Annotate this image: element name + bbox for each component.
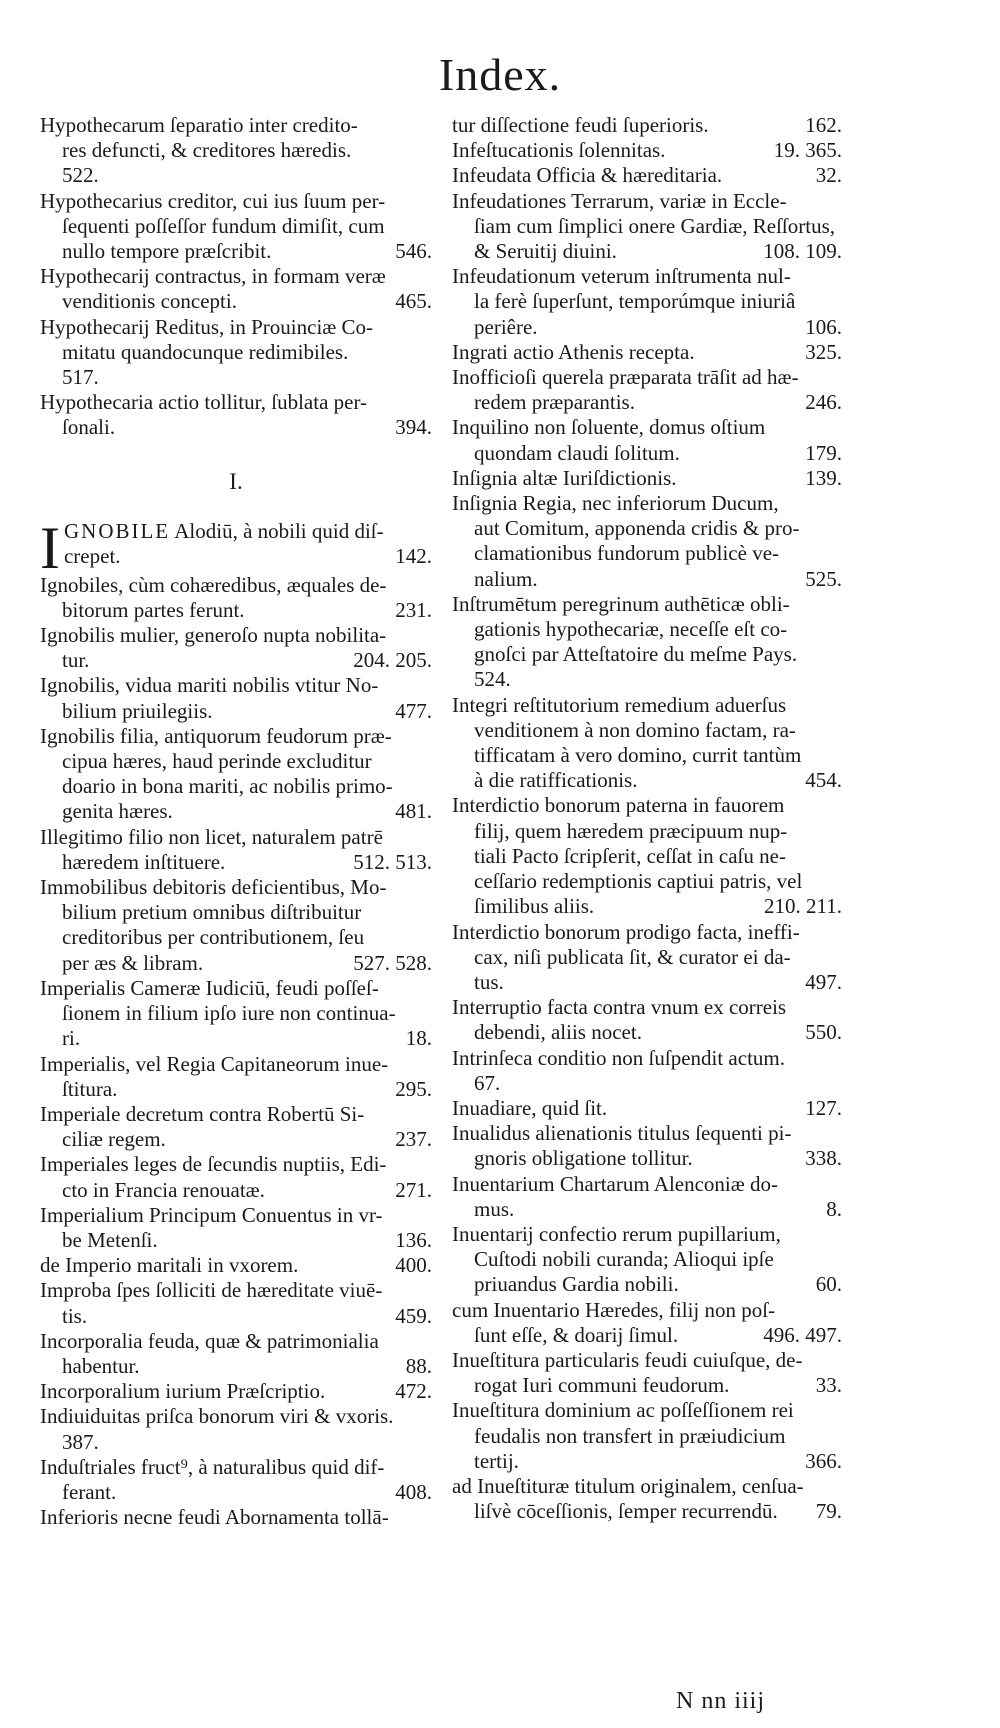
entry-line: ad Inueſtituræ titulum originalem, cenſua- [452, 1473, 804, 1498]
entry-line: Incorporalium iurium Præſcriptio. [40, 1379, 326, 1404]
entry-line: aut Comitum, apponenda cridis & pro- [474, 516, 800, 541]
entry-line: Hypothecarij contractus, in formam veræ [40, 264, 386, 289]
entry-line: habentur. [62, 1353, 140, 1378]
entry-line: cipua hæres, haud perinde excluditur [62, 749, 372, 774]
first-entry-with-dropcap [40, 514, 432, 581]
page-header-title: Index. [438, 49, 562, 100]
entry-line: per æs & libram. [62, 950, 204, 975]
index-entry [40, 875, 432, 976]
entry-line: ferant. [62, 1479, 117, 1504]
index-entry [40, 1102, 432, 1152]
entry-line: ri. [62, 1026, 81, 1051]
index-entry [452, 466, 842, 491]
entry-line: nullo tempore præſcribit. [62, 239, 272, 264]
index-entry [40, 976, 432, 1052]
entry-line: feudalis non transfert in præiudicium [474, 1423, 786, 1448]
entry-line: Hypothecarius creditor, cui ius ſuum per- [40, 188, 386, 213]
index-entry [452, 264, 842, 340]
entry-line: ſimilibus aliis. [474, 894, 595, 919]
entry-line: ſequenti poſſeſſor fundum dimiſit, cum [62, 213, 385, 238]
entry-page-ref: 246. [805, 390, 842, 415]
entry-line: tus. [474, 969, 504, 994]
entry-line: res defuncti, & creditores hæredis. [62, 138, 352, 163]
entry-line: hæredem inſtituere. [62, 849, 226, 874]
entry-page-ref: 210. 211. [764, 894, 842, 919]
entry-line: gationis hypothecariæ, neceſſe eſt co- [474, 617, 788, 642]
entry-line: Infeſtucationis ſolennitas. [452, 138, 666, 163]
entry-page-ref: 271. [395, 1177, 432, 1202]
entry-page-ref: 8. [826, 1196, 842, 1221]
entry-line: priuandus Gardia nobili. [474, 1272, 679, 1297]
entry-line: Inſignia Regia, nec inferiorum Ducum, [452, 491, 779, 516]
entry-line: la ferè ſuperſunt, temporúmque iniuriâ [474, 289, 796, 314]
index-entry [40, 1253, 432, 1278]
index-entry [40, 1329, 432, 1379]
index-entry [40, 724, 432, 825]
index-entry [40, 1505, 432, 1530]
entry-line: ſionem in filium ipſo iure non continua- [62, 1001, 396, 1026]
entry-line: 67. [474, 1070, 501, 1095]
entry-line: venditionem à non domino factam, ra- [474, 717, 796, 742]
entry-page-ref: 459. [395, 1303, 432, 1328]
entry-page-ref: 512. 513. [353, 849, 432, 874]
entry-line: Alodiū, à nobili quid diſ- [174, 518, 384, 543]
entry-line: Inofficioſi querela præparata trāſit ad hæ- [452, 365, 799, 390]
entry-line: creditoribus per contributionem, ſeu [62, 925, 365, 950]
index-entry [452, 415, 842, 465]
index-entry [452, 365, 842, 415]
index-entry [40, 1152, 432, 1202]
entry-page-ref: 481. [395, 799, 432, 824]
entry-line: genita hæres. [62, 799, 173, 824]
entry-line: debendi, aliis nocet. [474, 1020, 642, 1045]
entry-line: Ignobilis, vidua mariti nobilis vtitur No- [40, 673, 379, 698]
entry-line: Inuentarij confectio rerum pupillarium, [452, 1221, 781, 1246]
index-entry [40, 315, 432, 391]
entry-page-ref: 454. [805, 768, 842, 793]
entry-line: Illegitimo filio non licet, naturalem patrē [40, 824, 383, 849]
entry-page-ref: 108. 109. [763, 239, 842, 264]
index-entry [452, 491, 842, 592]
entry-page-ref: 338. [805, 1146, 842, 1171]
index-entry [452, 995, 842, 1045]
entry-line: be Metenſi. [62, 1227, 158, 1252]
index-entry [452, 1298, 842, 1348]
entry-line: redem præparantis. [474, 390, 635, 415]
entry-line: gnoris obligatione tollitur. [474, 1146, 693, 1171]
entry-page-ref: 60. [815, 1272, 842, 1297]
entry-line: Interruptio facta contra vnum ex correis [452, 995, 787, 1020]
entry-line: 522. [62, 163, 99, 188]
index-entry [452, 138, 842, 163]
index-column-left [40, 113, 432, 1530]
entry-line: crepet. [63, 543, 121, 568]
index-entry [40, 573, 432, 623]
entry-line: Inueſtitura particularis feudi cuiuſque, de- [452, 1347, 803, 1372]
entry-page-ref: 408. [395, 1479, 432, 1504]
entry-line: tis. [62, 1303, 88, 1328]
entry-line: ſunt eſſe, & doarij ſimul. [474, 1322, 679, 1347]
index-entry [452, 1474, 842, 1524]
entry-line: clamationibus fundorum publicè ve- [474, 541, 780, 566]
entry-line: doario in bona mariti, ac nobilis primo- [62, 774, 393, 799]
entry-line: Infeudationum veterum inſtrumenta nul- [452, 264, 791, 289]
entry-line: Infeudata Officia & hæreditaria. [452, 163, 723, 188]
entry-line: Inueſtitura dominium ac poſſeſſionem rei [452, 1398, 794, 1423]
entry-line: ciliæ regem. [62, 1127, 166, 1152]
index-entry [452, 1172, 842, 1222]
index-entry [452, 113, 842, 138]
entry-line: Imperiales leges de ſecundis nuptiis, Edi- [40, 1152, 387, 1177]
entry-page-ref: 79. [815, 1499, 842, 1524]
drop-cap-letter: I [40, 514, 60, 581]
entry-page-ref: 204. 205. [353, 648, 432, 673]
entry-line: tiali Pacto ſcripſerit, ceſſat in caſu ne- [474, 843, 786, 868]
entry-page-ref: 142. [395, 543, 432, 568]
index-entry [452, 592, 842, 693]
entry-page-ref: 400. [395, 1253, 432, 1278]
index-entry [40, 189, 432, 265]
entry-line: Hypothecaria actio tollitur, ſublata per- [40, 390, 368, 415]
small-caps-word: GNOBILE [63, 518, 171, 543]
entry-line: bilium pretium omnibus diſtribuitur [62, 900, 362, 925]
entry-page-ref: 527. 528. [353, 950, 432, 975]
left-entries-i [40, 573, 432, 1531]
entry-line: Intrinſeca conditio non ſuſpendit actum. [452, 1045, 785, 1070]
index-entry [40, 1278, 432, 1328]
entry-line: rogat Iuri communi feudorum. [474, 1373, 730, 1398]
entry-page-ref: 32. [815, 163, 842, 188]
entry-line: liſvè cōceſſionis, ſemper recurrendū. [474, 1499, 778, 1524]
index-entry [40, 1455, 432, 1505]
index-entry [40, 825, 432, 875]
entry-line: de Imperio maritali in vxorem. [40, 1253, 299, 1278]
entry-page-ref: 394. [395, 415, 432, 440]
entry-line: cto in Francia renouatæ. [62, 1177, 265, 1202]
entry-page-ref: 496. 497. [763, 1322, 842, 1347]
index-entry [40, 1203, 432, 1253]
entry-line: Inſtrumētum peregrinum authēticæ obli- [452, 591, 790, 616]
entry-line: tur. [62, 648, 90, 673]
entry-line: Induſtriales fruct⁹, à naturalibus quid dif- [40, 1454, 385, 1479]
index-entry [452, 163, 842, 188]
entry-line: Imperialium Principum Conuentus in vr- [40, 1202, 383, 1227]
entry-line: tifficatam à vero domino, currit tantùm [474, 743, 802, 768]
entry-line: ſiam cum ſimplici onere Gardiæ, Reſſortus, [474, 213, 836, 238]
index-entry [452, 1046, 842, 1096]
index-entry [40, 1052, 432, 1102]
index-entry [40, 1379, 432, 1404]
entry-line: Incorporalia feuda, quæ & patrimonialia [40, 1328, 379, 1353]
index-column-right [452, 113, 842, 1524]
signature-mark: N nn iiij [676, 1688, 766, 1714]
entry-page-ref: 162. [805, 113, 842, 137]
index-entry [452, 1222, 842, 1298]
entry-page-ref: 472. [395, 1379, 432, 1404]
entry-line: ceſſario redemptionis captiui patris, vel [474, 869, 803, 894]
index-entry [452, 793, 842, 919]
entry-page-ref: 127. [805, 1095, 842, 1120]
entry-line: mitatu quandocunque redimibiles. [62, 339, 349, 364]
index-entry [40, 673, 432, 723]
entry-page-ref: 19. 365. [773, 138, 842, 163]
entry-line: cax, niſi publicata ſit, & curator ei da- [474, 944, 791, 969]
entry-line: cum Inuentario Hæredes, filij non poſ- [452, 1297, 776, 1322]
entry-page-ref: 231. [395, 597, 432, 622]
entry-line: tur diſſectione feudi ſuperioris. [452, 113, 709, 137]
entry-line: Inuadiare, quid ſit. [452, 1095, 608, 1120]
entry-page-ref: 295. [395, 1076, 432, 1101]
entry-page-ref: 139. [805, 465, 842, 490]
index-entry [452, 1398, 842, 1474]
entry-line: Immobilibus debitoris deficientibus, Mo- [40, 875, 387, 900]
entry-page-ref: 366. [805, 1448, 842, 1473]
index-entry [452, 1121, 842, 1171]
entry-line: Inſignia altæ Iuriſdictionis. [452, 465, 677, 490]
entry-line: 517. [62, 365, 99, 390]
index-entry [40, 113, 432, 189]
index-entry [452, 693, 842, 794]
entry-line: Infeudationes Terrarum, variæ in Eccle- [452, 188, 787, 213]
entry-line: mus. [474, 1196, 515, 1221]
index-entry [452, 1096, 842, 1121]
entry-line: Hypothecarij Reditus, in Prouinciæ Co- [40, 314, 374, 339]
entry-line: Integri reſtitutorium remedium aduerſus [452, 692, 787, 717]
index-entry [40, 1404, 432, 1454]
entry-page-ref: 325. [805, 339, 842, 364]
entry-line: Imperialis Cameræ Iudiciū, feudi poſſeſ- [40, 975, 379, 1000]
entry-line: ſtitura. [62, 1076, 118, 1101]
entry-page-ref: 525. [805, 566, 842, 591]
entry-line: periêre. [474, 314, 538, 339]
entry-page-ref: 88. [405, 1353, 432, 1378]
index-entry [452, 189, 842, 265]
entry-page-ref: 106. [805, 314, 842, 339]
right-entries [452, 113, 842, 1524]
entry-page-ref: 477. [395, 698, 432, 723]
index-entry [452, 1348, 842, 1398]
section-letter-heading: I. [229, 468, 243, 494]
entry-page-ref: 465. [395, 289, 432, 314]
entry-line: bitorum partes ferunt. [62, 597, 245, 622]
index-entry [40, 264, 432, 314]
entry-line: 387. [62, 1429, 99, 1454]
entry-line: Imperialis, vel Regia Capitaneorum inue- [40, 1051, 389, 1076]
entry-page-ref: 18. [405, 1026, 432, 1051]
entry-line: Interdictio bonorum paterna in fauorem [452, 793, 785, 818]
left-entries-h [40, 113, 432, 441]
entry-page-ref: 546. [395, 239, 432, 264]
entry-line: Cuſtodi nobili curanda; Alioqui ipſe [474, 1247, 774, 1272]
entry-page-ref: 237. [395, 1127, 432, 1152]
index-entry [40, 623, 432, 673]
entry-line: Ignobilis filia, antiquorum feudorum præ- [40, 723, 392, 748]
entry-line: Interdictio bonorum prodigo facta, ineffi- [452, 919, 800, 944]
entry-line: Inquilino non ſoluente, domus oſtium [452, 415, 766, 440]
entry-line: à die ratifficationis. [474, 768, 638, 793]
entry-line: Imperiale decretum contra Robertū Si- [40, 1101, 365, 1126]
entry-line: filij, quem hæredem præcipuum nup- [474, 818, 788, 843]
entry-page-ref: 179. [805, 440, 842, 465]
entry-line: ſonali. [62, 415, 116, 440]
entry-line: bilium priuilegiis. [62, 698, 213, 723]
index-entry [452, 920, 842, 996]
entry-line: Ignobilis mulier, generoſo nupta nobilita- [40, 623, 387, 648]
entry-line: quondam claudi ſolitum. [474, 440, 680, 465]
entry-line: venditionis concepti. [62, 289, 237, 314]
index-entry [40, 390, 432, 440]
entry-line: Ingrati actio Athenis recepta. [452, 339, 695, 364]
entry-line: 524. [474, 667, 511, 692]
entry-line: Inualidus alienationis titulus ſequenti pi- [452, 1121, 792, 1146]
entry-page-ref: 497. [805, 969, 842, 994]
entry-line: Inuentarium Chartarum Alenconiæ do- [452, 1171, 779, 1196]
entry-line: Inferioris necne feudi Abornamenta tollā- [40, 1505, 389, 1530]
entry-line: gnoſci par Atteſtatoire du meſme Pays. [474, 642, 798, 667]
entry-page-ref: 33. [815, 1373, 842, 1398]
index-entry [452, 340, 842, 365]
entry-page-ref: 136. [395, 1227, 432, 1252]
entry-line: Indiuiduitas priſca bonorum viri & vxoris. [40, 1404, 394, 1429]
entry-line: Ignobiles, cùm cohæredibus, æquales de- [40, 572, 387, 597]
entry-line: Improba ſpes ſolliciti de hæreditate viuē- [40, 1278, 383, 1303]
entry-page-ref: 550. [805, 1020, 842, 1045]
entry-line: tertij. [474, 1448, 519, 1473]
entry-line: & Seruitij diuini. [474, 239, 617, 264]
entry-line: Hypothecarum ſeparatio inter credito- [40, 113, 358, 137]
entry-line: nalium. [474, 566, 538, 591]
